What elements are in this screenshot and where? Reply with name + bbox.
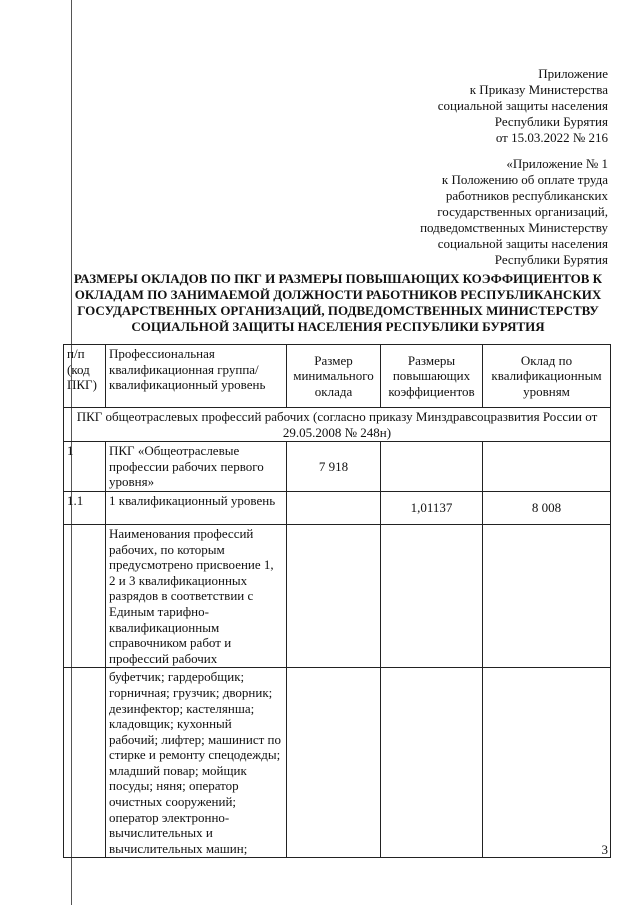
appendix-ref-block — [308, 156, 608, 268]
header-coef: Размеры повышающих коэффициентов — [381, 345, 483, 408]
appendix-ref-line: работников республиканских — [445, 188, 608, 203]
salary-table — [63, 344, 611, 858]
cell-min-salary — [287, 491, 381, 524]
title-line: ОКЛАДАМ ПО ЗАНИМАЕМОЙ ДОЛЖНОСТИ РАБОТНИКОВ РЕСПУБЛИКАНСКИХ — [74, 287, 602, 302]
cell-salary — [483, 442, 611, 492]
table-row — [64, 668, 611, 858]
cell-num — [64, 668, 106, 858]
cell-group: ПКГ «Общеотраслевые профессии рабочих первого уровня» — [106, 442, 287, 492]
appendix-ref-line: государственных организаций, — [437, 204, 608, 219]
appendix-block — [308, 66, 608, 146]
cell-num — [64, 524, 106, 667]
appendix-line: Приложение — [538, 66, 608, 81]
section-title: ПКГ общеотраслевых профессий рабочих (согласно приказу Минздравсоцразвития России от 29.05.2008 № 248н) — [64, 408, 611, 442]
appendix-line: Республики Бурятия — [494, 114, 608, 129]
appendix-ref-line: Республики Бурятия — [494, 252, 608, 267]
title-line: РАЗМЕРЫ ОКЛАДОВ ПО ПКГ И РАЗМЕРЫ ПОВЫШАЮЩИХ КОЭФФИЦИЕНТОВ К — [73, 271, 603, 286]
appendix-ref-line: к Положению об оплате труда — [441, 172, 608, 187]
table-row — [64, 491, 611, 524]
cell-num: 1 — [64, 442, 106, 492]
table-row — [64, 442, 611, 492]
table-row — [64, 524, 611, 667]
cell-coef — [381, 442, 483, 492]
cell-group: 1 квалификационный уровень — [106, 491, 287, 524]
appendix-ref-line: «Приложение № 1 — [506, 156, 608, 171]
appendix-line: к Приказу Министерства — [469, 82, 608, 97]
cell-group: Наименования профессий рабочих, по которым предусмотрено присвоение 1, 2 и 3 квалификационных разрядов в соответствии с Единым тарифно-квалификационным справочником работ и профессий рабочих — [106, 524, 287, 667]
header-group: Профессиональная квалификационная группа/квалификационный уровень — [106, 345, 287, 408]
title-line: ГОСУДАРСТВЕННЫХ ОРГАНИЗАЦИЙ, ПОДВЕДОМСТВЕННЫХ МИНИСТЕРСТВУ — [77, 303, 599, 318]
header-salary: Оклад по квалификационным уровням — [483, 345, 611, 408]
section-row — [64, 408, 611, 442]
appendix-line: социальной защиты населения — [437, 98, 608, 113]
appendix-line: от 15.03.2022 № 216 — [495, 130, 608, 145]
document-title — [64, 271, 612, 335]
cell-salary: 8 008 — [483, 491, 611, 524]
cell-salary — [483, 524, 611, 667]
cell-coef — [381, 524, 483, 667]
cell-group: буфетчик; гардеробщик; горничная; грузчик; дворник; дезинфектор; кастелянша; кладовщик; кухонный рабочий; лифтер; машинист по стирке и ремонту спецодежды; младший повар; мойщик посуды; няня; оператор очистных сооружений; оператор электронно-вычислительных и вычислительных машин; — [106, 668, 287, 858]
cell-coef — [381, 668, 483, 858]
appendix-ref-line: социальной защиты населения — [437, 236, 608, 251]
cell-min-salary — [287, 668, 381, 858]
cell-min-salary: 7 918 — [287, 442, 381, 492]
appendix-ref-line: подведомственных Министерству — [420, 220, 608, 235]
cell-num: 1.1 — [64, 491, 106, 524]
header-min-salary: Размер минимального оклада — [287, 345, 381, 408]
header-num: п/п (код ПКГ) — [64, 345, 106, 408]
cell-salary — [483, 668, 611, 858]
title-line: СОЦИАЛЬНОЙ ЗАЩИТЫ НАСЕЛЕНИЯ РЕСПУБЛИКИ БУРЯТИЯ — [131, 319, 545, 334]
cell-coef: 1,01137 — [381, 491, 483, 524]
page-number: 3 — [601, 842, 608, 857]
cell-min-salary — [287, 524, 381, 667]
table-header-row — [64, 345, 611, 408]
